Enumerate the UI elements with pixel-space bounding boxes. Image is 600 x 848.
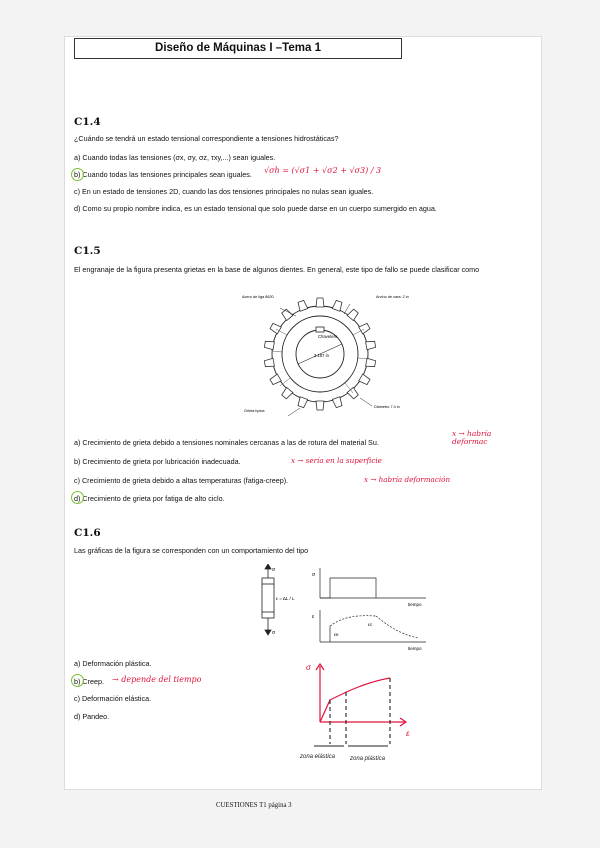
hand-sketch xyxy=(296,656,416,772)
option-c16-a: a) Deformación plástica. xyxy=(74,659,152,668)
answer-circle-c16 xyxy=(71,674,84,687)
option-c15-b: b) Crecimiento de grieta por lubricación inadecuada. xyxy=(74,457,241,466)
option-c15-a: a) Crecimiento de grieta debido a tensiones nominales cercanas a las de rotura del material Su. xyxy=(74,438,379,447)
plot-eps-c-label: εc xyxy=(368,622,373,627)
option-c16-c: c) Deformación elástica. xyxy=(74,694,152,703)
note-c14-formula: √σh = (√σ1 + √σ2 + √σ3) / 3 xyxy=(264,166,382,175)
plot-time-label-top: tiempo xyxy=(408,602,422,607)
option-c14-b: b) Cuando todas las tensiones principales sean iguales. xyxy=(74,170,252,179)
gear-label-top-left: Acero de liga 8620 xyxy=(242,295,274,299)
zona-plastica-label: zona plástica xyxy=(350,756,386,762)
gear-label-center-top: Chavetero xyxy=(318,334,338,339)
sketch-eps: ε xyxy=(406,729,410,738)
specimen-sigma-top: σ xyxy=(272,567,276,573)
answer-circle-c15 xyxy=(71,491,84,504)
option-c14-c: c) En un estado de tensiones 2D, cuando las dos tensiones principales no nulas sean iguales. xyxy=(74,187,374,196)
gear-label-bottom-right: Diámetro 7.4 in xyxy=(374,405,400,409)
question-c15: El engranaje de la figura presenta grietas en la base de algunos dientes. En general, este tipo de fallo se puede clasificar como xyxy=(74,265,480,274)
plot-eps-label: ε xyxy=(312,614,315,620)
note-c15-c: x → habría deformación xyxy=(364,475,451,484)
question-c14: ¿Cuándo se tendrá un estado tensional correspondiente a tensiones hidrostáticas? xyxy=(74,134,339,143)
option-c14-a: a) Cuando todas las tensiones (σx, σy, σz, τxy,...) sean iguales. xyxy=(74,153,276,162)
creep-figure xyxy=(248,564,438,654)
gear-label-center-dim: 3.187 in xyxy=(314,353,329,358)
gear-label-bottom-left: Grieta típica xyxy=(244,409,265,413)
note-c15-a: x → habría deformac xyxy=(452,429,492,446)
strain-equation: ε = ΔL / L xyxy=(276,596,295,601)
option-c14-d: d) Como su propio nombre indica, es un estado tensional que solo puede darse en un cuerpo sumergido en agua. xyxy=(74,204,437,213)
option-c16-b: b) Creep. xyxy=(74,677,104,686)
zona-elastica-label: zona elástica xyxy=(300,754,336,760)
sketch-sigma: σ xyxy=(306,663,311,672)
gear-label-top-right: Ancho de cara: 2 in xyxy=(376,295,409,299)
option-c16-d: d) Pandeo. xyxy=(74,712,110,721)
heading-c16: C1.6 xyxy=(74,527,101,539)
option-c15-c: c) Crecimiento de grieta debido a altas temperaturas (fatiga-creep). xyxy=(74,476,289,485)
heading-c15: C1.5 xyxy=(74,245,101,257)
heading-c14: C1.4 xyxy=(74,116,101,128)
plot-sigma-label: σ xyxy=(312,572,316,578)
page-footer: CUESTIONES T1 página 3 xyxy=(216,802,292,809)
plot-time-label-bottom: tiempo xyxy=(408,646,422,651)
note-c15-b: x → sería en la superficie xyxy=(291,456,382,465)
gear-figure xyxy=(240,290,420,420)
option-c15-d: d) Crecimiento de grieta por fatiga de alto ciclo. xyxy=(74,494,225,503)
plot-eps-e-label: εe xyxy=(334,632,339,637)
answer-circle-c14 xyxy=(71,168,84,181)
question-c16: Las gráficas de la figura se corresponden con un comportamiento del tipo xyxy=(74,546,309,555)
specimen-sigma-bottom: σ xyxy=(272,630,276,636)
page-title: Diseño de Máquinas I –Tema 1 xyxy=(74,38,402,59)
note-c16-b: → depende del tiempo xyxy=(112,675,202,684)
